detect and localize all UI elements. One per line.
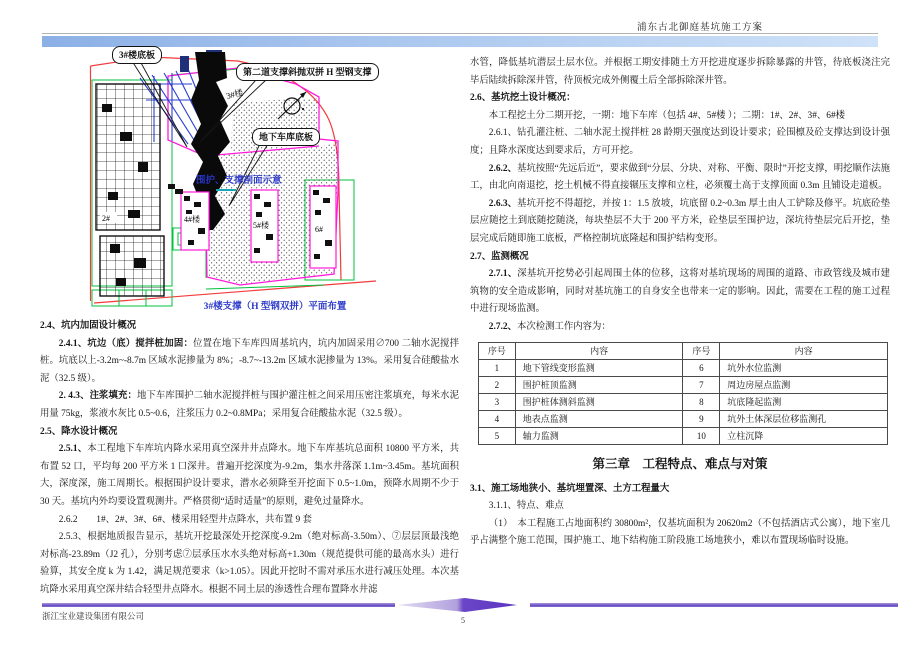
text-run: 深基坑开挖势必引起周围土体的位移，这将对基坑现场的周围的道路、市政管线及城市建筑物的安全造成影响，同时对基坑施工的自身安全也带来一定的影响。因此，需要在工程的施工过程中进行现场监测。 bbox=[470, 269, 890, 315]
text-run: 位置在地下车库四周基坑内，坑内加固采用∅700 二轴水泥搅拌桩。坑底以上-3.2m~-8.7m 区域水泥掺量为 8%；-8.7~-13.2m 区域水泥掺量为 13%。采用复合硅酸盐水泥（32.5 级）。 bbox=[40, 338, 459, 384]
text-run: 2.6.1、钻孔灌注桩、二轴水泥土搅拌桩 28 龄期天强度达到设计要求；砼围檩及砼支撑达到设计强度；且降水深度达到要求后，方可开挖。 bbox=[470, 128, 890, 156]
chapter-heading bbox=[470, 454, 890, 474]
row-index-cell: 1 bbox=[479, 359, 516, 376]
callout-brace: 第二道支撑斜抛双拼 H 型钢支撑 bbox=[236, 63, 379, 81]
paragraph bbox=[470, 498, 890, 516]
section-heading bbox=[470, 90, 890, 108]
paragraph bbox=[40, 336, 459, 389]
text-run: 本工程挖土分二期开挖，一期：地下车库（包括 4#、5#楼 ）；二期：1#、2#、3#、6#楼 bbox=[488, 110, 846, 121]
row-index-cell: 2 bbox=[479, 376, 516, 393]
paragraph bbox=[470, 319, 890, 337]
text-run-bold: 2.6.2、 bbox=[488, 163, 517, 174]
text-run: 地下车库围护二轴水泥搅拌桩与围护灌注桩之间采用压密注浆填充，每米水泥用量 75kg，浆液水灰比 0.5~0.6，注浆压力 0.2~0.8MPa；采用复合硅酸盐水泥（32.5 级）。 bbox=[40, 391, 459, 419]
text-run: 2.5.3、根据地质报告显示，基坑开挖最深处开挖深度-9.2m（绝对标高-3.50m）、⑦层层顶最浅绝对标高-23.89m（J2 孔），分别考虑⑦层承压水水头绝对标高+1.30m（规范提供可能的最高水头）进行验算，其安全度 k 为 1.42，满足规范要求（k>1.05）。因此开挖时不需对承压水进行减压处理。本次基坑降水采用真空深井结合轻型井点降水。根据不同土层的渗透性合理布置降水井滤 bbox=[40, 532, 459, 595]
col-header-index: 序号 bbox=[683, 342, 720, 359]
row-index-cell: 10 bbox=[683, 427, 720, 444]
text-run: 2.6.2 1#、2#、3#、6#、楼采用轻型井点降水，共布置 9 套 bbox=[58, 514, 312, 525]
col-header-content: 内容 bbox=[720, 342, 888, 359]
header-rule bbox=[42, 33, 878, 34]
section-note-label: 围护、支撑剖面示意 bbox=[196, 176, 282, 186]
text-run-bold: 2.6.3、 bbox=[488, 198, 518, 209]
building2-label: 2# bbox=[102, 214, 110, 223]
paragraph bbox=[40, 512, 459, 530]
site-plan-figure bbox=[88, 44, 462, 312]
text-run-bold: 2.5.1、 bbox=[58, 444, 88, 455]
section-heading bbox=[470, 481, 890, 499]
row-index-cell: 3 bbox=[479, 393, 516, 410]
paragraph bbox=[470, 161, 890, 196]
row-content-cell: 周边房屋点监测 bbox=[720, 376, 888, 393]
table-row bbox=[479, 376, 888, 393]
row-index-cell: 9 bbox=[683, 410, 720, 427]
row-content-cell: 坑外土体深层位移监测孔 bbox=[720, 410, 888, 427]
table-row bbox=[479, 359, 888, 376]
row-content-cell: 围护桩体测斜监测 bbox=[515, 393, 683, 410]
row-index-cell: 7 bbox=[683, 376, 720, 393]
row-content-cell: 围护桩顶监测 bbox=[515, 376, 683, 393]
row-content-cell: 坑外水位监测 bbox=[720, 359, 888, 376]
text-run-bold: 2.4.1、坑边（底）搅拌桩加固： bbox=[58, 338, 194, 349]
right-column bbox=[470, 55, 890, 551]
table-row bbox=[479, 410, 888, 427]
footer-arrow-ornament bbox=[397, 596, 517, 614]
text-run: 基坑按照“先远后近”，要求做到“分层、分块、对称、平衡、限时”开挖支撑，明挖顺作法施工，由北向南退挖，挖土机械不得直接辗压支撑和立柱，必须覆土高于支撑顶面 0.3m 且铺设走道板。 bbox=[470, 163, 890, 192]
paragraph bbox=[40, 529, 459, 599]
footer-rule-right bbox=[530, 603, 898, 607]
text-run-bold: 2.7、监测概况 bbox=[470, 251, 529, 262]
row-content-cell: 立柱沉降 bbox=[720, 427, 888, 444]
monitoring-table bbox=[478, 342, 888, 445]
footer-rule-left bbox=[42, 603, 395, 607]
table-row bbox=[479, 427, 888, 444]
document-header-title: 浦东古北御庭基坑施工方案 bbox=[636, 23, 763, 33]
table-header-row bbox=[479, 342, 888, 359]
table-body bbox=[479, 359, 888, 444]
paragraph bbox=[40, 441, 459, 511]
row-content-cell: 地表点监测 bbox=[515, 410, 683, 427]
text-run-bold: 2.6、基坑挖土设计概况： bbox=[470, 93, 576, 104]
table-row bbox=[479, 393, 888, 410]
section-heading bbox=[470, 249, 890, 267]
left-column bbox=[40, 318, 459, 600]
text-run-bold: 3.1、施工场地狭小、基坑埋置深、土方工程量大 bbox=[470, 483, 670, 494]
teal-underline bbox=[216, 189, 236, 191]
text-run-bold: 2.5、降水设计概况 bbox=[40, 426, 118, 437]
misc-black-marks bbox=[168, 184, 183, 194]
text-run: 本工程地下车库坑内降水采用真空深井井点降水。地下车库基坑总面积 10800 平方米，共布置 52 口，平均每 200 平方米 1 口深井。普遍开挖深度为-9.2m，集水井落深 1.1m~3.45m。基坑面积大，深度深，施工周期长。根据围护设计要求，潜水必须降至开挖面下 0.5~1.0m，预降水周期不少于 30 天。基坑内外均要设置观测井。严格贯彻“适时适量”的原则，避免过量降水。 bbox=[40, 444, 459, 507]
row-index-cell: 6 bbox=[683, 359, 720, 376]
paragraph bbox=[470, 196, 890, 249]
paragraph bbox=[40, 388, 459, 423]
row-index-cell: 8 bbox=[683, 393, 720, 410]
building4-label: 4#楼 bbox=[184, 215, 200, 224]
paragraph bbox=[470, 108, 890, 126]
paragraph bbox=[470, 125, 890, 160]
text-run: 水管，降低基坑潜层土层水位。并根据工期安排随土方开挖进度逐步拆除暴露的井管，待底板浇注完毕后陆续拆除深井管，待顶板完成外侧覆土后全部拆除深井管。 bbox=[470, 58, 890, 86]
paragraph bbox=[470, 516, 890, 551]
paragraph bbox=[470, 266, 890, 319]
text-run: 3.1.1、特点、难点 bbox=[488, 501, 564, 512]
text-run: 基坑开挖不得超挖，并按 1：1.5 放坡，坑底留 0.2~0.3m 厚土由人工铲除及修平。坑底砼垫层应随挖土到底随挖随浇，每块垫层不大于 200 平方米，砼垫层至围护边，深坑待垫层完后开挖，垫层完成后随即施工底板，严格控制坑底隆起和围护结构变形。 bbox=[470, 198, 890, 244]
text-run-bold: 2.7.1、 bbox=[488, 269, 518, 280]
col-header-index: 序号 bbox=[479, 342, 516, 359]
text-run: （1） 本工程施工占地面积约 30800m²，仅基坑面积为 20620m2（不包括酒店式公寓），地下室几乎占满整个施工范围，围护施工、地下结构施工阶段施工场地狭小，难以布置现场临时设施。 bbox=[470, 518, 890, 547]
page-number: 5 bbox=[461, 616, 465, 625]
figure-caption: 3#楼支撑（H 型钢双拼）平面布置 bbox=[203, 302, 347, 312]
text-run-bold: 2.4、坑内加固设计概况 bbox=[40, 321, 137, 331]
footer-company: 浙江宝业建设集团有限公司 bbox=[42, 611, 145, 621]
text-run-bold: 2.7.2、 bbox=[488, 321, 517, 332]
row-content-cell: 轴力监测 bbox=[515, 427, 683, 444]
building3-label: 3#楼 bbox=[225, 87, 244, 101]
section-heading bbox=[40, 318, 459, 336]
row-content-cell: 坑底隆起监测 bbox=[720, 393, 888, 410]
building6-label: 6# bbox=[315, 225, 323, 234]
section-heading bbox=[40, 424, 459, 442]
building5-label: 5#楼 bbox=[253, 221, 269, 230]
col-header-content: 内容 bbox=[515, 342, 683, 359]
callout-slab3: 3#楼底板 bbox=[112, 46, 162, 64]
row-index-cell: 4 bbox=[479, 410, 516, 427]
h-beam-block bbox=[180, 56, 189, 72]
paragraph bbox=[470, 55, 890, 90]
text-run-bold: 第三章 工程特点、难点与对策 bbox=[592, 456, 768, 471]
left-building-block bbox=[96, 84, 164, 296]
row-index-cell: 5 bbox=[479, 427, 516, 444]
row-content-cell: 地下管线变形监测 bbox=[515, 359, 683, 376]
callout-garage-slab: 地下车库底板 bbox=[252, 128, 320, 146]
text-run: 本次检测工作内容为： bbox=[516, 321, 611, 332]
text-run-bold: 2. 4.3、注浆填充： bbox=[58, 391, 137, 402]
